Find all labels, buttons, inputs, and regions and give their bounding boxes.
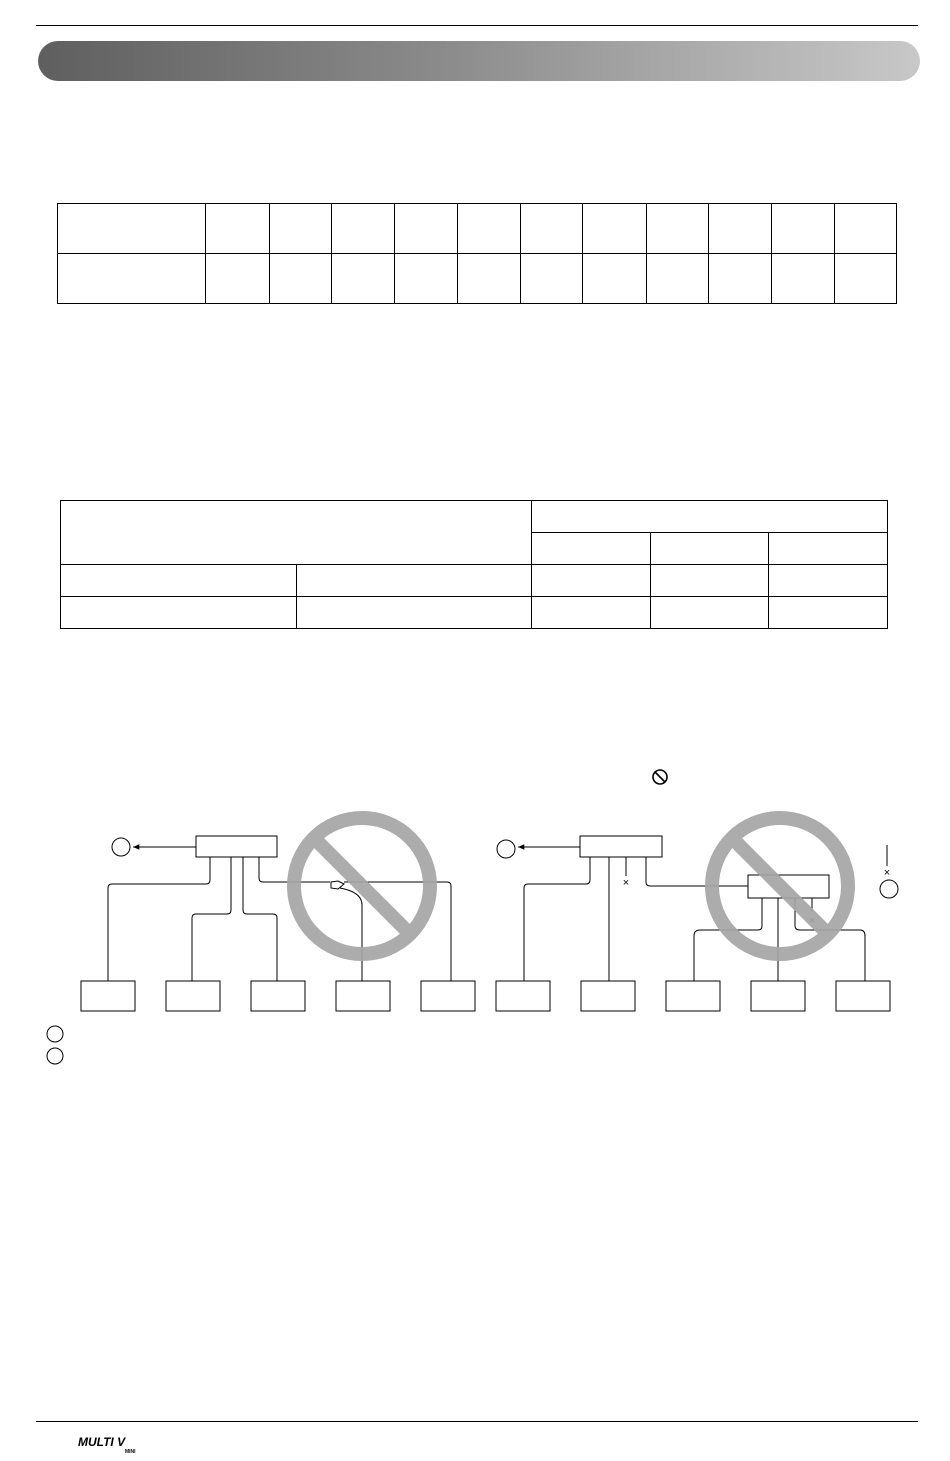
indoor-unit (166, 981, 220, 1011)
table-cell (651, 597, 769, 629)
pipe (646, 857, 748, 886)
table-cell (58, 204, 206, 254)
table-cell (708, 204, 771, 254)
table-cell (331, 204, 394, 254)
pipe (340, 888, 362, 981)
table-header-cell (651, 533, 769, 565)
table-cell (331, 254, 394, 304)
indoor-unit (581, 981, 635, 1011)
indoor-unit (751, 981, 805, 1011)
table-cell (708, 254, 771, 304)
table-row (61, 597, 888, 629)
table-cell (457, 204, 520, 254)
pipe (524, 857, 590, 981)
table-cell (520, 254, 582, 304)
table-cell (646, 204, 708, 254)
section-title-bar (38, 41, 920, 81)
table-cell (834, 204, 896, 254)
table-row (58, 254, 897, 304)
pipe (243, 857, 277, 981)
table-cell (520, 204, 582, 254)
indoor-unit (336, 981, 390, 1011)
right-example (496, 818, 898, 1011)
table-row (58, 204, 897, 254)
table-cell (269, 254, 331, 304)
indoor-unit (496, 981, 550, 1011)
marker-circle (112, 838, 130, 856)
table-cell (834, 254, 896, 304)
bottom-rule (36, 1421, 918, 1422)
table-cell (395, 254, 457, 304)
table-cell (769, 597, 888, 629)
piping-diagram (0, 760, 950, 1070)
table-header-cell (769, 533, 888, 565)
indoor-unit (836, 981, 890, 1011)
marker-circle (880, 880, 898, 898)
table-cell (457, 254, 520, 304)
spec-table-1 (57, 203, 897, 304)
table-cell (772, 254, 834, 304)
table-cell (58, 254, 206, 304)
left-example (81, 818, 475, 1011)
indoor-unit (421, 981, 475, 1011)
logo-subtext: MINI (125, 1449, 136, 1455)
logo-text: MULTI V (78, 1435, 126, 1449)
marker-circle (497, 840, 515, 858)
table-cell (532, 565, 651, 597)
table-cell (269, 204, 331, 254)
pipe (108, 857, 210, 981)
cap-mark: × (883, 867, 891, 879)
legend-marker (47, 1048, 63, 1064)
table-cell (772, 204, 834, 254)
table-cell (583, 204, 646, 254)
pipe (192, 857, 231, 981)
top-rule (36, 25, 918, 26)
table-row (61, 565, 888, 597)
indoor-unit (666, 981, 720, 1011)
header-branch-box (580, 836, 662, 857)
table-cell (769, 565, 888, 597)
table-header-cell (532, 533, 651, 565)
indoor-unit (251, 981, 305, 1011)
cap-mark: × (622, 877, 630, 889)
table-cell (395, 204, 457, 254)
spec-table-2 (60, 500, 888, 629)
table-cell (61, 597, 297, 629)
legend-marker (47, 1026, 63, 1042)
table-cell (61, 565, 297, 597)
table-header-cell (61, 501, 532, 565)
cap-mark: × (808, 915, 816, 927)
header-branch-box (196, 836, 277, 857)
table-cell (532, 597, 651, 629)
y-branch-fitting (331, 881, 344, 889)
table-cell (297, 597, 532, 629)
table-header-cell (532, 501, 888, 533)
table-cell (646, 254, 708, 304)
table-row (61, 501, 888, 533)
prohibited-icon (653, 770, 667, 784)
table-cell (583, 254, 646, 304)
indoor-unit (81, 981, 135, 1011)
table-cell (206, 204, 269, 254)
multi-v-mini-logo (78, 1430, 158, 1456)
table-cell (651, 565, 769, 597)
table-cell (206, 254, 269, 304)
table-cell (297, 565, 532, 597)
